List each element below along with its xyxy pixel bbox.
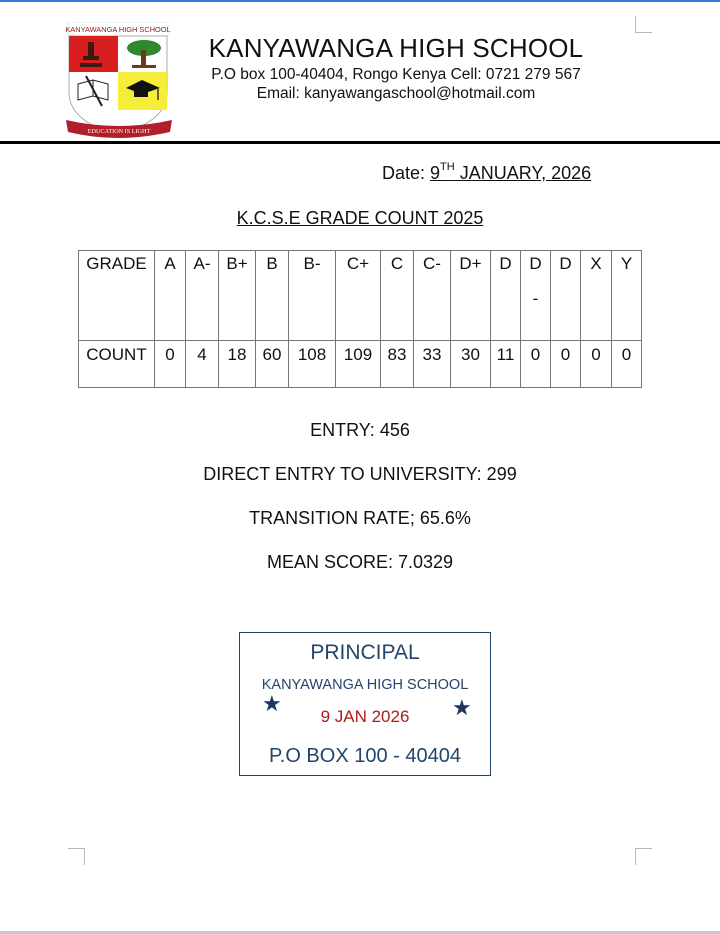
transition-rate-stat: TRANSITION RATE; 65.6% [249, 508, 471, 528]
count-cell: 30 [451, 341, 491, 388]
count-cell: 0 [551, 341, 581, 388]
count-row [79, 341, 642, 388]
star-icon: ★ [262, 691, 282, 716]
school-crest-logo [66, 22, 176, 140]
school-email: Email: kanyawangaschool@hotmail.com [256, 85, 536, 102]
grade-cell: A [155, 251, 186, 341]
grade-cell: X [581, 251, 612, 341]
date-day: 9 [430, 163, 441, 183]
count-cell: 4 [186, 341, 219, 388]
grade-letter: D [529, 254, 542, 273]
grade-row [79, 251, 642, 341]
grade-cell: Y [612, 251, 642, 341]
count-cell: 60 [256, 341, 289, 388]
school-address: P.O box 100-40404, Rongo Kenya Cell: 0721 279 567 [211, 66, 581, 83]
grade-cell: B- [289, 251, 336, 341]
row-header-count: COUNT [79, 341, 155, 388]
count-cell: 0 [521, 341, 551, 388]
count-cell: 109 [336, 341, 381, 388]
page-corner-mark-bottom-left [68, 848, 85, 865]
count-cell: 33 [414, 341, 451, 388]
grade-cell: B [256, 251, 289, 341]
count-cell: 0 [581, 341, 612, 388]
date-month-year: JANUARY, 2026 [454, 163, 592, 183]
window-top-accent [0, 0, 720, 2]
count-cell: 108 [289, 341, 336, 388]
grade-cell: C [381, 251, 414, 341]
header-divider [0, 141, 720, 144]
principal-stamp [239, 632, 491, 776]
grade-cell: D+ [451, 251, 491, 341]
count-cell: 11 [491, 341, 521, 388]
direct-entry-stat: DIRECT ENTRY TO UNIVERSITY: 299 [203, 464, 517, 484]
mean-score-stat: MEAN SCORE: 7.0329 [266, 552, 454, 572]
grade-cell: B+ [219, 251, 256, 341]
star-icon: ★ [452, 695, 472, 720]
count-cell: 0 [612, 341, 642, 388]
count-cell: 18 [219, 341, 256, 388]
stamp-title: PRINCIPAL [310, 641, 420, 664]
crest-motto-text: EDUCATION IS LIGHT [87, 128, 151, 135]
crest-banner-text: KANYAWANGA HIGH SCHOOL [66, 25, 171, 34]
date-ordinal-suffix: TH [440, 161, 455, 173]
row-header-grade: GRADE [79, 251, 155, 341]
grade-cell: C- [414, 251, 451, 341]
grade-cell: D [491, 251, 521, 341]
page-corner-mark-top-right [635, 16, 652, 33]
entry-stat: ENTRY: 456 [310, 420, 410, 440]
grade-cell-d-minus [521, 251, 551, 341]
stamp-po-box: P.O BOX 100 - 40404 [269, 745, 461, 767]
document-date [382, 163, 591, 184]
date-value [430, 163, 591, 183]
document-title: K.C.S.E GRADE COUNT 2025 [236, 208, 484, 228]
page-corner-mark-bottom-right [635, 848, 652, 865]
stamp-school-name: KANYAWANGA HIGH SCHOOL [261, 677, 469, 693]
school-name-heading: KANYAWANGA HIGH SCHOOL [208, 33, 584, 63]
grade-count-table [78, 250, 642, 388]
stamp-date: 9 JAN 2026 [320, 707, 410, 726]
count-cell: 83 [381, 341, 414, 388]
grade-cell: A- [186, 251, 219, 341]
count-cell: 0 [155, 341, 186, 388]
grade-modifier: - [532, 289, 539, 308]
grade-cell: C+ [336, 251, 381, 341]
grade-cell: D [551, 251, 581, 341]
date-label: Date: [382, 163, 431, 183]
